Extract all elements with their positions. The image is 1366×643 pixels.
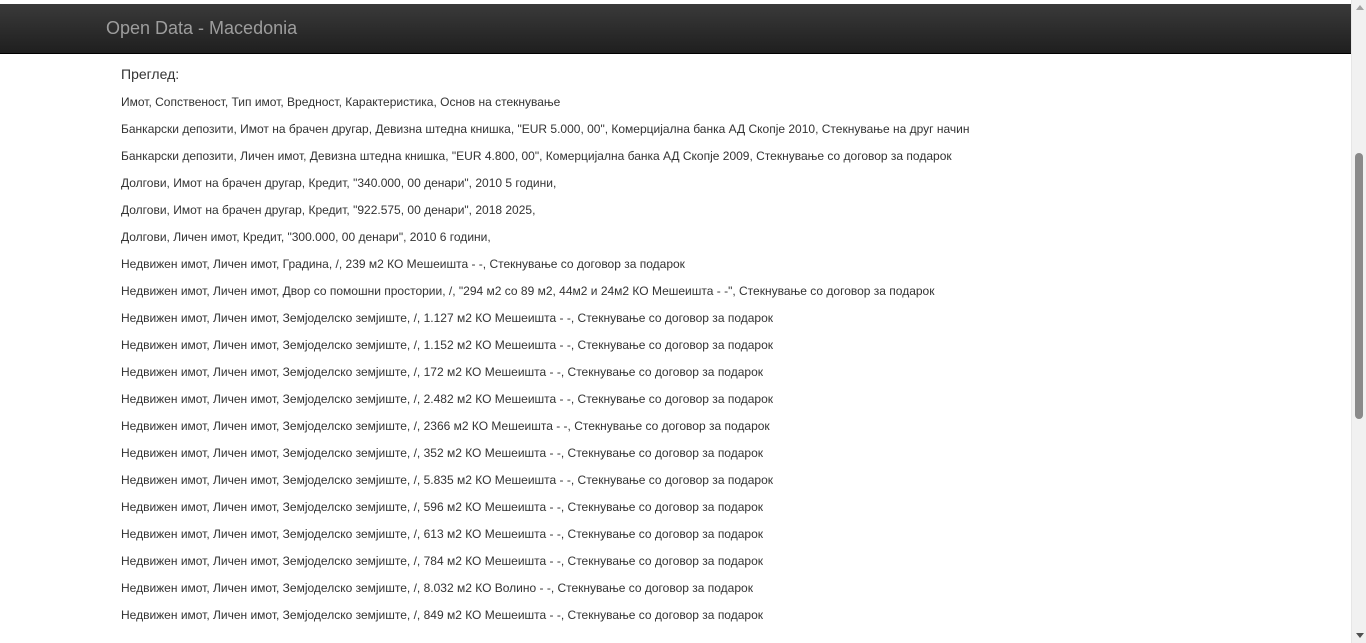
scrollbar-thumb[interactable]	[1355, 153, 1363, 419]
list-item: Недвижен имот, Личен имот, Земјоделско земјиште, /, 1.152 м2 КО Мешеишта - -, Стекнување со договор за подарок	[121, 338, 774, 352]
list-item: Недвижен имот, Личен имот, Земјоделско земјиште, /, 5.835 м2 КО Мешеишта - -, Стекнување со договор за подарок	[121, 473, 774, 487]
list-item: Недвижен имот, Личен имот, Земјоделско земјиште, /, 352 м2 КО Мешеишта - -, Стекнување со договор за подарок	[121, 446, 763, 460]
list-item: Долгови, Имот на брачен другар, Кредит, "922.575, 00 денари", 2018 2025,	[121, 203, 536, 217]
data-list	[121, 95, 970, 635]
list-item: Банкарски депозити, Имот на брачен другар, Девизна штедна книшка, "EUR 5.000, 00", Комерцијална банка АД Скопје 2010, Стекнување на друг начин	[121, 122, 970, 136]
list-item: Недвижен имот, Личен имот, Земјоделско земјиште, /, 1.127 м2 КО Мешеишта - -, Стекнување со договор за подарок	[121, 311, 774, 325]
list-item: Недвижен имот, Личен имот, Земјоделско земјиште, /, 784 м2 КО Мешеишта - -, Стекнување со договор за подарок	[121, 554, 763, 568]
list-item: Имот, Сопственост, Тип имот, Вредност, Карактеристика, Основ на стекнување	[121, 95, 561, 109]
vertical-scrollbar[interactable]	[1351, 0, 1366, 643]
brand-link[interactable]: Open Data - Macedonia	[106, 18, 298, 38]
list-item: Недвижен имот, Личен имот, Земјоделско земјиште, /, 2.482 м2 КО Мешеишта - -, Стекнување со договор за подарок	[121, 392, 774, 406]
list-item: Долгови, Имот на брачен другар, Кредит, "340.000, 00 денари", 2010 5 години,	[121, 176, 557, 190]
list-item: Недвижен имот, Личен имот, Земјоделско земјиште, /, 172 м2 КО Мешеишта - -, Стекнување со договор за подарок	[121, 365, 763, 379]
list-item: Недвижен имот, Личен имот, Земјоделско земјиште, /, 596 м2 КО Мешеишта - -, Стекнување со договор за подарок	[121, 500, 763, 514]
list-item: Недвижен имот, Личен имот, Градина, /, 239 м2 КО Мешеишта - -, Стекнување со договор за подарок	[121, 257, 685, 271]
list-item: Недвижен имот, Личен имот, Земјоделско земјиште, /, 849 м2 КО Мешеишта - -, Стекнување со договор за подарок	[121, 608, 763, 622]
chevron-up-icon[interactable]	[1352, 0, 1366, 15]
page-heading: Преглед:	[121, 66, 180, 82]
list-item: Долгови, Личен имот, Кредит, "300.000, 00 денари", 2010 6 години,	[121, 230, 491, 244]
list-item: Недвижен имот, Личен имот, Земјоделско земјиште, /, 613 м2 КО Мешеишта - -, Стекнување со договор за подарок	[121, 527, 763, 541]
list-item: Недвижен имот, Личен имот, Земјоделско земјиште, /, 8.032 м2 КО Волино - -, Стекнување со договор за подарок	[121, 581, 753, 595]
chevron-down-icon[interactable]	[1352, 628, 1366, 643]
list-item: Недвижен имот, Личен имот, Двор со помошни простории, /, "294 м2 со 89 м2, 44м2 и 24м2 КО Мешеишта - -", Стекнување со договор за подарок	[121, 284, 935, 298]
list-item: Банкарски депозити, Личен имот, Девизна штедна книшка, "EUR 4.800, 00", Комерцијална банка АД Скопје 2009, Стекнување со договор за подарок	[121, 149, 952, 163]
navbar	[0, 4, 1351, 54]
list-item: Недвижен имот, Личен имот, Земјоделско земјиште, /, 2366 м2 КО Мешеишта - -, Стекнување со договор за подарок	[121, 419, 770, 433]
